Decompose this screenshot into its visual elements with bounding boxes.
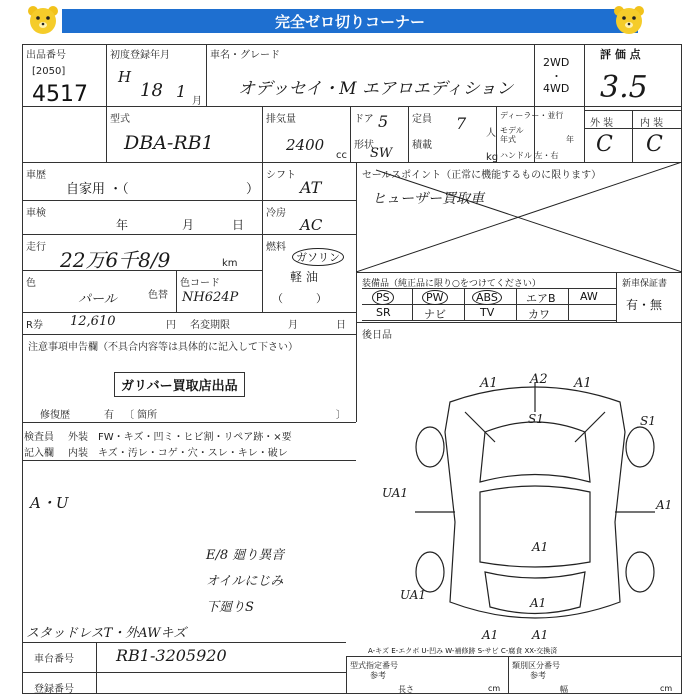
inspector-ext-items: FW・キズ・凹ミ・ヒビ割・リペア跡・×要 <box>98 432 292 443</box>
bear-mascot-left-icon <box>26 4 60 36</box>
repair-value: 有 <box>104 410 114 421</box>
chassis-label: 車台番号 <box>34 654 74 665</box>
drive-sep: ・ <box>551 70 562 83</box>
fuel-gasoline: ガソリン <box>292 248 344 266</box>
doors-value: 5 <box>378 112 389 131</box>
fuel-paren: （ ） <box>272 292 327 305</box>
color-label: 色 <box>26 278 36 289</box>
reg-year-month-unit: 月 <box>192 96 202 107</box>
vehicle-class-value: 自家用 ・（ <box>66 182 129 197</box>
shape-value: SW <box>370 146 393 161</box>
model-label: 型式 <box>110 114 130 125</box>
shift-label: シフト <box>266 170 296 181</box>
bottom-type-number: 型式指定番号 <box>350 661 398 670</box>
warranty-label: 新車保証書 <box>622 279 668 289</box>
handle-label: ハンドル 左・右 <box>500 151 559 160</box>
model-value: DBA-RB1 <box>124 132 214 154</box>
color-code: NH624P <box>182 290 239 305</box>
mark-a1-top-left: A1 <box>480 376 498 391</box>
dealer-label: ディーラー・並行 <box>500 111 564 120</box>
fuel-diesel: 軽 油 <box>290 270 318 284</box>
bottom-cm-2: cm <box>660 684 673 693</box>
equip-ps: PS <box>372 290 394 305</box>
mark-a1-center: A1 <box>532 540 549 554</box>
equip-aw: AW <box>580 290 598 303</box>
note-line-3: 下廻りS <box>206 600 254 615</box>
reg-year-month: 1 <box>176 82 187 101</box>
mark-a1-top-right: A1 <box>574 376 592 391</box>
name-change-label: 名変期限 <box>190 320 230 331</box>
inspector-int-items: キズ・汚レ・コゲ・穴・スレ・キレ・破レ <box>98 448 288 459</box>
selling-point-cross <box>356 162 682 272</box>
inspector-label-2: 記入欄 <box>24 448 54 459</box>
equip-airbag: エアB <box>526 292 556 305</box>
lot-number: 4517 <box>32 82 88 107</box>
shape-label: 形状 <box>354 140 374 151</box>
shift-value: AT <box>300 178 322 197</box>
model-year-unit: 年 <box>566 135 574 144</box>
inspector-label-1: 検査員 <box>24 432 54 443</box>
aircon-label: 冷房 <box>266 208 286 219</box>
notes-label: 注意事項申告欄（不具合内容等は具体的に記入して下さい） <box>28 342 298 353</box>
equip-tv: TV <box>480 306 495 319</box>
aircon-value: AC <box>300 216 323 234</box>
warranty-value: 有・無 <box>626 298 663 312</box>
mark-s1-left: S1 <box>528 412 544 426</box>
mark-ua1-rear: UA1 <box>400 588 427 602</box>
load-unit: kg <box>486 152 499 163</box>
capacity-unit: 人 <box>486 128 496 139</box>
mark-ua1-left: UA1 <box>382 486 409 500</box>
header-title: 完全ゼロ切りコーナー <box>274 13 425 31</box>
displacement-unit: cc <box>336 150 347 161</box>
notes-stamp: ガリバー買取店出品 <box>114 372 245 397</box>
inspection-label: 車検 <box>26 208 46 219</box>
selling-point-label: セールスポイント（正常に機能するものに限ります） <box>362 170 602 181</box>
grade-label: 評 価 点 <box>600 48 641 61</box>
rear-seat-label: 後日品 <box>362 330 392 341</box>
inspection-month-unit: 月 <box>182 218 195 232</box>
mark-s1-right: S1 <box>640 414 656 428</box>
grade-value: 3.5 <box>600 70 648 105</box>
bottom-class-number: 類別区分番号 <box>512 661 560 670</box>
capacity-value: 7 <box>456 114 467 133</box>
color-change-label: 色替 <box>148 290 168 301</box>
mileage-unit: km <box>222 258 238 269</box>
recycle-label: R券 <box>26 320 43 331</box>
car-name-label: 車名・グレード <box>210 50 280 61</box>
reg-year-year: 18 <box>140 80 163 101</box>
bottom-cm-1: cm <box>488 684 501 693</box>
note-line-2: オイルにじみ <box>206 574 284 589</box>
mark-a2-top: A2 <box>530 372 548 387</box>
chassis-value: RB1-3205920 <box>116 646 227 665</box>
grade-interior: C <box>646 132 663 157</box>
drive-4wd: 4WD <box>543 82 570 95</box>
displacement-value: 2400 <box>286 136 325 154</box>
inspector-int-label: 内装 <box>68 448 88 459</box>
bottom-ref-1: 参考 <box>370 671 386 680</box>
displacement-label: 排気量 <box>266 114 296 125</box>
equip-abs: ABS <box>472 290 502 305</box>
bottom-ref-2: 参考 <box>530 671 546 680</box>
recycle-value: 12,610 <box>70 314 116 329</box>
reg-year-label: 初度登録年月 <box>110 50 170 61</box>
color-code-label: 色コード <box>180 278 220 289</box>
drive-2wd: 2WD <box>543 56 570 69</box>
lot-label: 出品番号 <box>26 50 66 61</box>
note-line-1: E/8 廻り異音 <box>206 548 285 563</box>
repair-label: 修復歴 <box>40 410 70 421</box>
capacity-label: 定員 <box>412 114 432 125</box>
name-change-month: 月 <box>288 320 298 331</box>
mileage-value: 22万6千8/9 <box>60 248 171 272</box>
load-label: 積載 <box>412 140 432 151</box>
mark-a1-bottom-left: A1 <box>482 628 499 642</box>
inspection-year-unit: 年 <box>116 218 129 232</box>
mark-a1-rear: A1 <box>530 596 547 610</box>
repair-close: 〕 <box>336 410 346 421</box>
equipment-label: 装備品（純正品に限り○をつけてください） <box>362 279 541 289</box>
car-name-value: オデッセイ・M エアロエディション <box>238 79 514 99</box>
lot-sub: [2050] <box>32 66 66 77</box>
mark-a1-right: A1 <box>656 498 673 512</box>
mark-a1-bottom-right: A1 <box>532 628 549 642</box>
selling-point-value: ヒューザー買取車 <box>372 191 484 207</box>
reg-year-era: H <box>118 68 132 86</box>
grade-interior-label: 内 装 <box>640 118 664 129</box>
bottom-width: 幅 <box>560 685 568 694</box>
bear-mascot-right-icon <box>612 4 646 36</box>
mileage-label: 走行 <box>26 242 46 253</box>
recycle-unit: 円 <box>166 320 176 331</box>
damage-legend: A-キズ E-エクボ U-凹み W-補修跡 S-サビ C-腐食 XX-交換済 <box>368 647 558 655</box>
model-year-label: モデル年式 <box>500 126 524 144</box>
name-change-day: 日 <box>336 320 346 331</box>
color-value: パール <box>78 292 117 307</box>
inspector-ext-label: 外装 <box>68 432 88 443</box>
equip-sr: SR <box>376 306 391 319</box>
repair-loc: 〔 箇所 <box>124 410 158 421</box>
inspection-day-unit: 日 <box>232 218 245 232</box>
grade-exterior-label: 外 装 <box>590 118 614 129</box>
note-au: A・U <box>30 494 69 512</box>
note-line-4: スタッドレスT・外AWキズ <box>26 626 187 641</box>
doors-label: ドア <box>354 114 374 125</box>
grade-exterior: C <box>596 132 613 157</box>
equip-leather: カワ <box>528 308 550 321</box>
vehicle-class-close: ） <box>246 182 260 197</box>
vehicle-class-label: 車歴 <box>26 170 46 181</box>
fuel-label: 燃料 <box>266 242 286 253</box>
equip-navi: ナビ <box>424 308 446 321</box>
plate-label: 登録番号 <box>34 684 74 695</box>
equip-pw: PW <box>422 290 448 305</box>
bottom-length: 長さ <box>398 685 414 694</box>
